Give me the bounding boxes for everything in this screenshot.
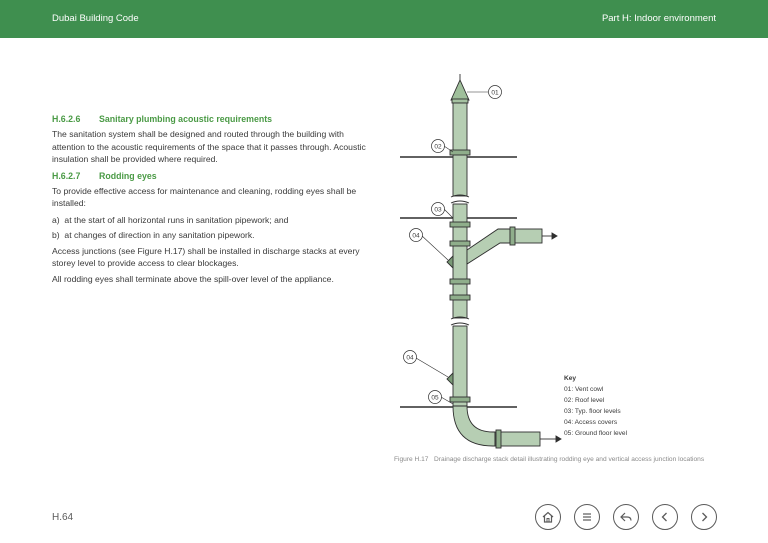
home-icon xyxy=(541,510,555,524)
callout-label: 05 xyxy=(431,394,439,402)
figure-caption xyxy=(394,456,704,463)
key-title: Key xyxy=(564,375,577,382)
paragraph: To provide effective access for maintenance and cleaning, rodding eyes shall be installed: xyxy=(52,186,357,209)
vent-cowl xyxy=(451,80,469,100)
branch-junction xyxy=(467,229,510,264)
branch-arrow xyxy=(552,233,557,239)
key-item: 05: Ground floor level xyxy=(564,430,628,437)
document-title: Dubai Building Code xyxy=(52,13,139,24)
section-title: Rodding eyes xyxy=(99,170,157,181)
break-mark xyxy=(451,201,469,203)
figure-number: Figure H.17 xyxy=(394,456,429,463)
paragraph: All rodding eyes shall terminate above the spill-over level of the appliance. xyxy=(52,274,334,285)
coupling xyxy=(450,279,470,284)
menu-button[interactable] xyxy=(574,504,600,530)
vent-collar xyxy=(452,99,468,103)
key-item: 04: Access covers xyxy=(564,419,618,426)
key-item: 02: Roof level xyxy=(564,397,605,404)
previous-page-button[interactable] xyxy=(652,504,678,530)
section-heading xyxy=(52,113,370,125)
coupling xyxy=(450,222,470,227)
access-cover xyxy=(447,373,453,385)
stack-pipe-top xyxy=(453,103,467,196)
menu-icon xyxy=(580,510,594,524)
coupling xyxy=(450,241,470,246)
coupling xyxy=(510,227,515,245)
coupling xyxy=(450,150,470,155)
leader-line xyxy=(444,146,453,152)
coupling xyxy=(450,397,470,402)
paragraph: The sanitation system shall be designed and routed through the building with attention to the acoustic requirements of the space that it passes through. Acoustic insulation shall be provided where required. xyxy=(52,129,366,165)
page-number: H.64 xyxy=(52,512,74,523)
list-item: b) at changes of direction in any sanitation pipework. xyxy=(52,230,255,241)
back-icon xyxy=(619,510,633,524)
body-text xyxy=(52,113,370,290)
back-button[interactable] xyxy=(613,504,639,530)
leader-line xyxy=(444,209,453,218)
stack-pipe-lower xyxy=(453,326,467,406)
drain-arrow xyxy=(556,436,561,442)
callout-label: 02 xyxy=(434,143,442,151)
section-heading xyxy=(52,170,370,182)
access-cover xyxy=(447,256,453,268)
caption-text: Drainage discharge stack detail illustrating rodding eye and vertical access junction locations xyxy=(434,456,705,463)
chevron-left-icon xyxy=(658,510,672,524)
stack-bend xyxy=(453,406,495,446)
list-item: a) at the start of all horizontal runs in sanitation pipework; and xyxy=(52,214,289,225)
horizontal-drain xyxy=(495,432,540,446)
callout-label: 03 xyxy=(434,206,442,214)
callout-label: 04 xyxy=(406,354,414,362)
leader-line xyxy=(421,235,448,260)
leader-line xyxy=(416,358,448,377)
break-mark xyxy=(451,323,469,325)
coupling xyxy=(450,295,470,300)
section-title: Part H: Indoor environment xyxy=(601,13,716,24)
key-item: 01: Vent cowl xyxy=(564,386,604,393)
chevron-right-icon xyxy=(697,510,711,524)
next-page-button[interactable] xyxy=(691,504,717,530)
section-title: Sanitary plumbing acoustic requirements xyxy=(99,114,273,124)
callout-label: 01 xyxy=(491,89,499,97)
paragraph: Access junctions (see Figure H.17) shall be installed in discharge stacks at every storey level to provide access to clear blockages. xyxy=(52,245,360,269)
stack-pipe-middle xyxy=(453,204,467,318)
home-button[interactable] xyxy=(535,504,561,530)
section-number: H.6.2.7 xyxy=(52,170,81,181)
section-number: H.6.2.6 xyxy=(52,114,81,124)
callout-label: 04 xyxy=(412,232,420,240)
drainage-stack-diagram xyxy=(392,72,722,472)
page-header xyxy=(0,0,768,38)
key-item: 03: Typ. floor levels xyxy=(564,408,621,415)
figure-key xyxy=(564,373,627,439)
coupling xyxy=(496,430,501,448)
